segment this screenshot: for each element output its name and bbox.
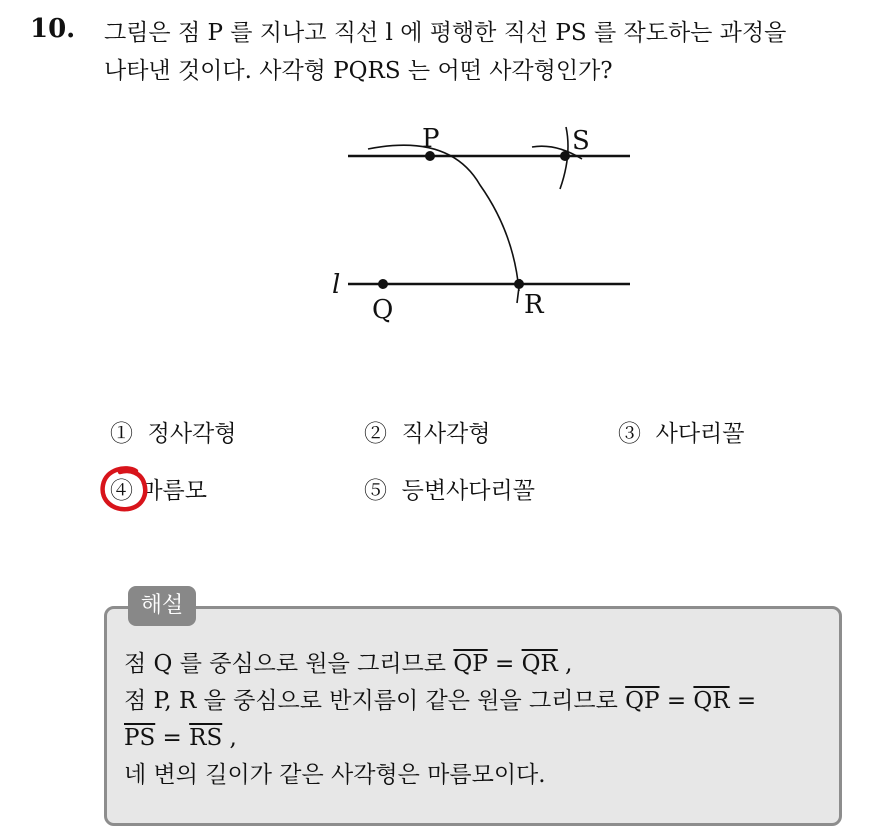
point-s: [560, 151, 570, 161]
choice-3[interactable]: [618, 415, 745, 448]
choice-3-label: 사다리꼴: [655, 421, 745, 447]
choice-2-label: 직사각형: [401, 421, 491, 447]
point-q: [378, 279, 388, 289]
question-text: [104, 14, 874, 90]
explanation-line-4: 네 변의 길이가 같은 사각형은 마름모이다.: [124, 762, 546, 788]
choice-4-label: 마름모: [140, 478, 207, 504]
label-p: P: [422, 124, 440, 154]
point-r: [514, 279, 524, 289]
explanation-line-2: 점 P, R 을 중심으로 반지름이 같은 원을 그리므로 $\overline{QP} = \overline{QR}$ =: [124, 688, 757, 714]
question-number: 10.: [30, 14, 76, 44]
explanation-line-1: 점 Q 를 중심으로 원을 그리므로 $\overline{QP} = \overline{QR}$ ,: [124, 651, 573, 677]
choice-2[interactable]: [364, 415, 491, 448]
choice-5-number: ⑤: [364, 478, 387, 504]
choice-5-label: 등변사다리꼴: [401, 478, 535, 504]
construction-figure: [320, 115, 640, 330]
label-q: Q: [372, 295, 394, 325]
choice-2-number: ②: [364, 421, 387, 447]
label-l: l: [332, 270, 341, 300]
explanation-line-3: $\overline{PS} = \overline{RS}$ ,: [124, 725, 237, 751]
choice-3-number: ③: [618, 421, 641, 447]
arc-qp-qr: [368, 145, 519, 291]
label-r: R: [524, 290, 544, 320]
question-line-1: 그림은 점 P 를 지나고 직선 l 에 평행한 직선 PS 를 작도하는 과정을: [104, 20, 787, 46]
question-line-2: 나타낸 것이다. 사각형 PQRS 는 어떤 사각형인가?: [104, 58, 613, 84]
label-s: S: [572, 126, 590, 156]
choice-1-number: ①: [110, 421, 133, 447]
choice-1[interactable]: [110, 415, 237, 448]
choice-1-label: 정사각형: [147, 421, 237, 447]
explanation-text: [124, 646, 834, 794]
answer-circle-mark: [98, 463, 154, 515]
choice-5[interactable]: [364, 472, 535, 505]
choice-4-number: ④: [110, 478, 133, 504]
explanation-tab: 해설: [128, 586, 196, 626]
